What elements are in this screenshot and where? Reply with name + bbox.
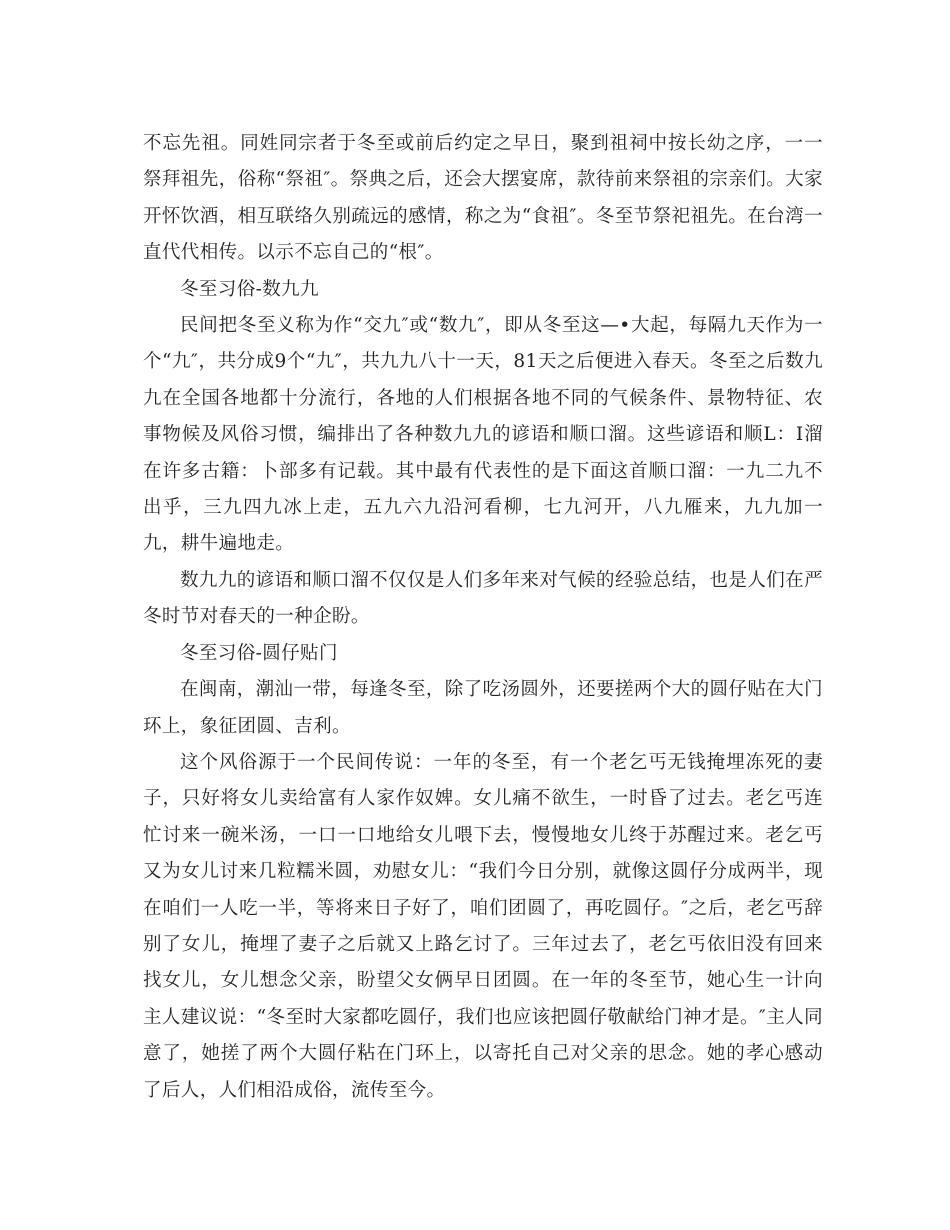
paragraph-ancestor-worship: 不忘先祖。同姓同宗者于冬至或前后约定之早日，聚到祖祠中按长幼之序，一一祭拜祖先，俗称“祭祖″。祭典之后，还会大摆宴席，款待前来祭祖的宗亲们。大家开怀饮酒，相互联络久别疏远的感情，称之为“食祖″。冬至节祭祀祖先。在台湾一直代代相传。以示不忘自己的“根″。 bbox=[143, 133, 823, 264]
paragraph-counting-nines: 民间把冬至义称为作“交九″或“数九″，即从冬至这—•大起，每隔九天作为一个“九″，共分成9个“九″，共九九八十一天，81天之后便进入春天。冬至之后数九九在全国各地都十分流行，各地的人们根据各地不同的气候条件、景物特征、农事物候及风俗习惯，编排出了各种数九九的谚语和顺口溜。这些谚语和顺L：I溜在许多古籍：卜部多有记载。其中最有代表性的是下面这首顺口溜：一九二九不出乎，三九四九冰上走，五九六九沿河看柳，七九河开，八九雁来，九九加一九，耕牛遍地走。 bbox=[143, 315, 823, 555]
paragraph-minnan-custom: 在闽南，潮汕一带，每逢冬至，除了吃汤圆外，还要搓两个大的圆仔贴在大门环上，象征团圆、吉利。 bbox=[143, 679, 823, 737]
section-heading-counting-nines: 冬至习俗-数九九 bbox=[180, 278, 319, 300]
section-heading-rice-balls-door: 冬至习俗-圆仔贴门 bbox=[180, 642, 338, 664]
paragraph-folk-legend: 这个风俗源于一个民间传说：一年的冬至，有一个老乞丐无钱掩埋冻死的妻子，只好将女儿卖给富有人家作奴婢。女儿痛不欲生，一时昏了过去。老乞丐连忙讨来一碗米汤，一口一口地给女儿喂下去，慢慢地女儿终于苏醒过来。老乞丐又为女儿讨来几粒糯米圆，劝慰女儿：“我们今日分别，就像这圆仔分成两半，现在咱们一人吃一半，等将来日子好了，咱们团圆了，再吃圆仔。″之后，老乞丐辞别了女儿，掩埋了妻子之后就又上路乞讨了。三年过去了，老乞丐依旧没有回来找女儿，女儿想念父亲，盼望父女俩早日团圆。在一年的冬至节，她心生一计向主人建议说：“冬至时大家都吃圆仔，我们也应该把圆仔敬献给门神才是。″主人同意了，她搓了两个大圆仔粘在门环上，以寄托自己对父亲的思念。她的孝心感动了后人，人们相沿成俗，流传至今。 bbox=[143, 751, 823, 1101]
paragraph-nines-summary: 数九九的谚语和顺口溜不仅仅是人们多年来对气候的经验总结，也是人们在严冬时节对春天的一种企盼。 bbox=[143, 569, 823, 628]
document-body bbox=[143, 126, 823, 1109]
